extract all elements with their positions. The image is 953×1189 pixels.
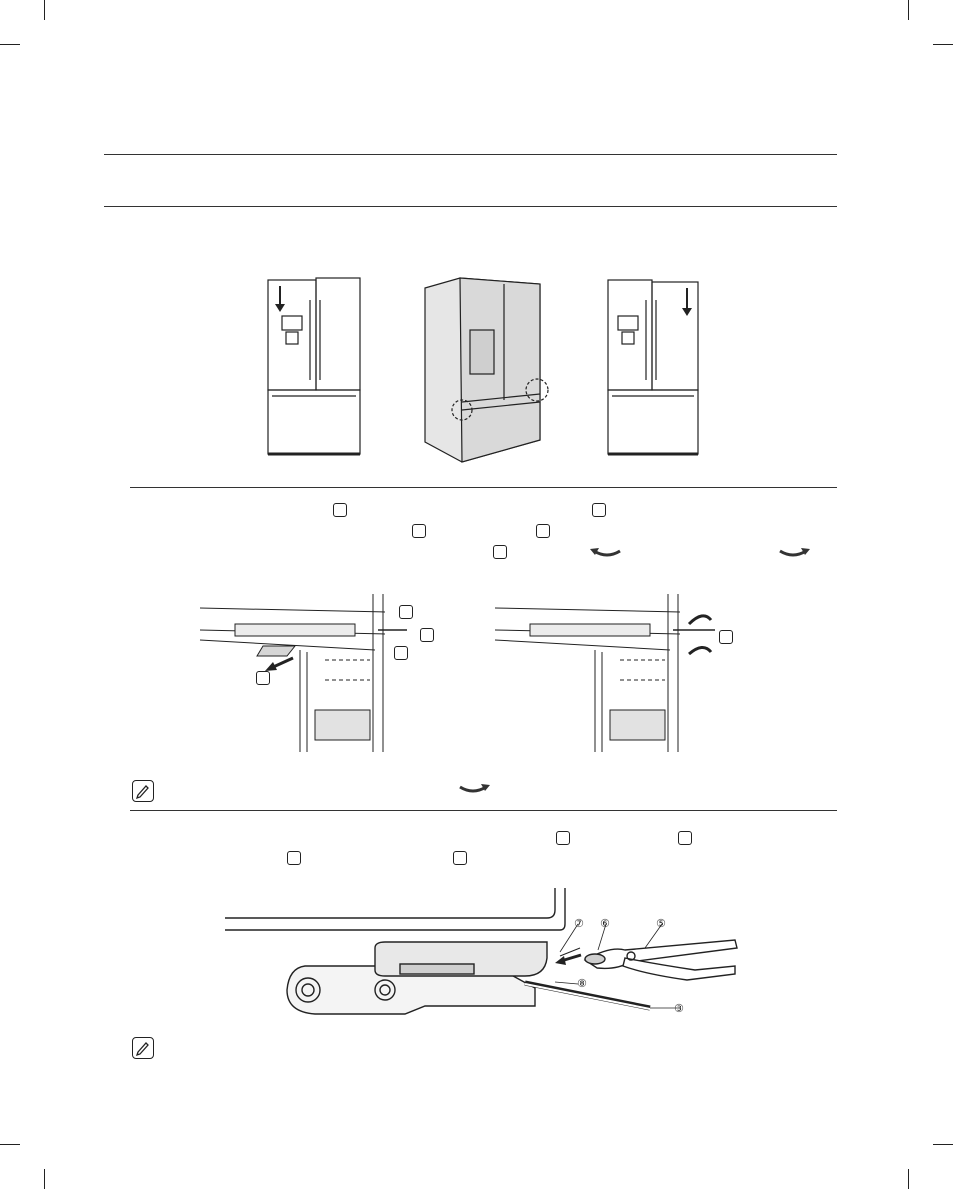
crop-mark-bottom-right-v <box>908 1169 909 1189</box>
step-marker-box <box>536 524 550 538</box>
curved-arrow-right-icon <box>456 781 490 797</box>
callout-3: ③ <box>674 1002 684 1015</box>
step-marker-box <box>453 851 467 865</box>
hinge-detail-figure <box>195 590 755 755</box>
down-arrow-icon <box>275 286 285 312</box>
refrigerator-views-figure <box>250 270 720 470</box>
crop-mark-top-left-h <box>0 44 20 45</box>
callout-6: ⑥ <box>600 917 610 930</box>
hinge-pliers-figure <box>225 888 745 1028</box>
step-marker-box <box>256 671 270 685</box>
curved-arrow-right-icon <box>776 545 810 561</box>
crop-mark-top-right-h <box>933 44 953 45</box>
step-marker-box <box>719 630 733 644</box>
step-marker-box <box>394 646 408 660</box>
curved-arrow-left-icon <box>590 545 624 561</box>
note-pencil-icon <box>132 780 154 802</box>
crop-mark-bottom-left-v <box>44 1169 45 1189</box>
step-marker-box <box>420 628 434 642</box>
callout-5: ⑤ <box>656 917 666 930</box>
crop-mark-top-right-v <box>908 0 909 20</box>
fridge-perspective <box>425 278 548 462</box>
hinge-panel-right <box>495 594 715 752</box>
note-pencil-icon <box>132 1037 154 1059</box>
section-rule-1 <box>130 487 837 488</box>
step-marker-box <box>412 524 426 538</box>
header-rule-top <box>104 154 837 155</box>
rotate-arrow-icon <box>689 616 711 654</box>
down-arrow-icon <box>682 288 692 316</box>
hinge-panel-left <box>200 594 407 752</box>
section-rule-2 <box>130 810 837 811</box>
step-marker-box <box>556 831 570 845</box>
callout-8: ⑧ <box>577 977 587 990</box>
crop-mark-bottom-right-h <box>933 1144 953 1145</box>
callout-7: ⑦ <box>574 917 584 930</box>
step-marker-box <box>678 831 692 845</box>
step-marker-box <box>592 503 606 517</box>
step-marker-box <box>287 851 301 865</box>
step-marker-box <box>399 605 413 619</box>
header-rule-bottom <box>104 206 837 207</box>
step-marker-box <box>493 545 507 559</box>
crop-mark-top-left-v <box>44 0 45 20</box>
crop-mark-bottom-left-h <box>0 1144 20 1145</box>
insert-arrow-icon <box>555 955 581 965</box>
fridge-front-right-door-lowered <box>608 280 698 454</box>
step-marker-box <box>333 503 347 517</box>
pull-arrow-icon <box>265 658 293 671</box>
